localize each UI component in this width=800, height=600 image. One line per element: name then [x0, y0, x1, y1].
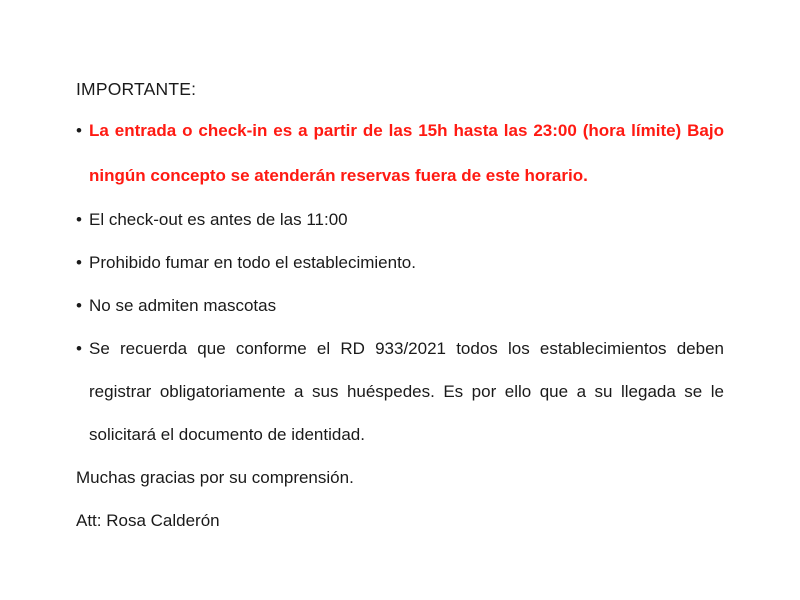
- closing-thanks: Muchas gracias por su comprensión.: [76, 468, 354, 487]
- guest-registration-notice-item: [76, 327, 724, 456]
- no-pets-notice-text: No se admiten mascotas: [89, 296, 277, 315]
- guest-registration-notice-text: Se recuerda que conforme el RD 933/2021 todos los establecimientos deben registrar obligatoriamente a sus huéspedes. Es por ello que a su llegada se le solicitará el documento de identidad.: [89, 339, 724, 444]
- bullet-icon: •: [76, 253, 82, 272]
- bullet-icon: •: [76, 339, 82, 358]
- bullet-icon: •: [76, 121, 82, 140]
- checkin-notice-text: La entrada o check-in es a partir de las 15h hasta las 23:00 (hora límite) Bajo ningún concepto se atenderán reservas fuera de este horario.: [89, 121, 724, 185]
- bullet-icon: •: [76, 210, 82, 229]
- notice-heading: IMPORTANTE:: [76, 79, 197, 99]
- no-pets-notice-item: [76, 284, 724, 327]
- checkout-notice-text: El check-out es antes de las 11:00: [89, 210, 348, 229]
- bullet-icon: •: [76, 296, 82, 315]
- checkout-notice-item: [76, 198, 724, 241]
- checkin-notice-item: [76, 108, 724, 198]
- signature: Att: Rosa Calderón: [76, 511, 220, 530]
- no-smoking-notice-item: [76, 241, 724, 284]
- no-smoking-notice-text: Prohibido fumar en todo el establecimiento.: [89, 253, 416, 272]
- notice-document: [76, 76, 724, 542]
